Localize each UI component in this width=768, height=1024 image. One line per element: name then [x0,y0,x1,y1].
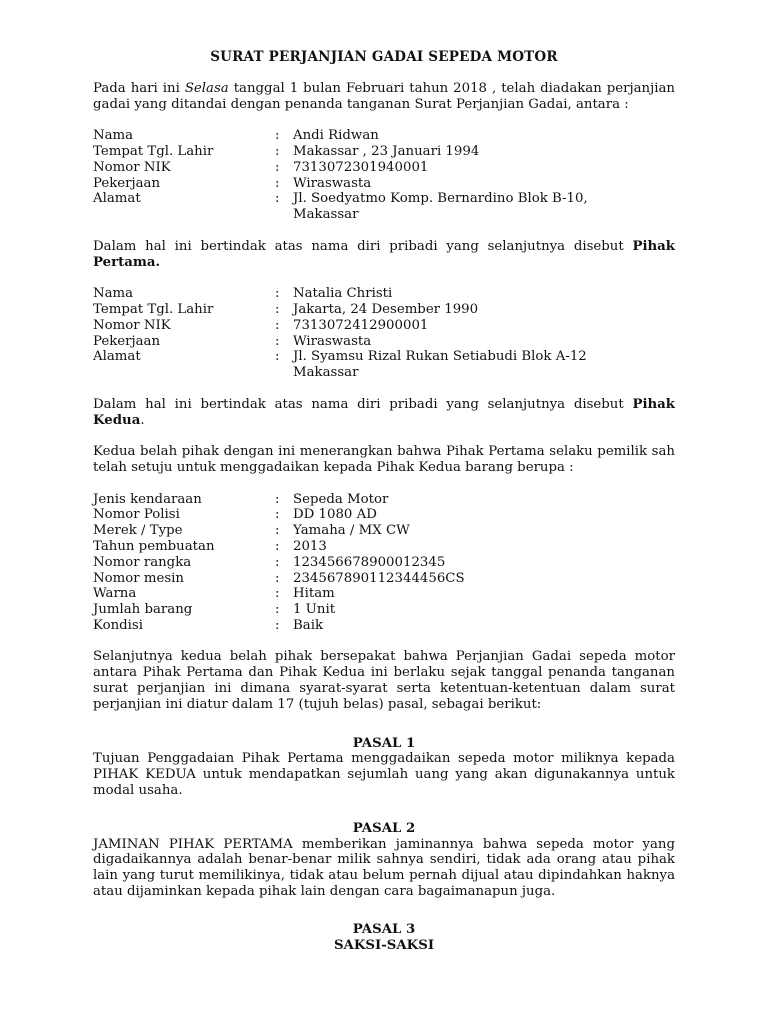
field-value: 1 Unit [293,602,336,618]
vehicle-field-quantity [93,602,675,618]
document-body [93,50,675,953]
field-colon: : [275,301,280,317]
vehicle-field-brand [93,523,675,539]
field-value: Makassar , 23 Januari 1994 [293,143,480,159]
vehicle-fields [93,492,675,634]
pasal-3-subheading: SAKSI-SAKSI [333,937,435,953]
field-label: Pekerjaan [93,175,161,191]
field-colon: : [275,491,280,507]
pasal-3-heading: PASAL 3 [352,921,416,937]
field-colon: : [275,191,280,207]
field-label: Warna [93,586,137,602]
field-colon: : [275,333,280,349]
field-value: Yamaha / MX CW [293,523,410,539]
vehicle-field-plate [93,507,675,523]
pasal-2-text: JAMINAN PIHAK PERTAMA memberikan jaminannya bahwa sepeda motor yang digadaikannya adalah benar-benar milik sahnya sendiri, tidak ada orang atau pihak lain yang turut memilikinya, tidak atau belum pernah dijual atau dipindahkan haknya atau dijaminkan kepada pihak lain dengan cara bagaimanapun juga. [93,836,675,900]
intro-day: Selasa [184,80,229,96]
vehicle-field-frame [93,555,675,571]
field-label: Nomor NIK [93,317,171,333]
field-label: Jumlah barang [93,602,193,618]
field-value: Andi Ridwan [293,128,379,144]
statement-text: Dalam hal ini bertindak atas nama diri pribadi yang selanjutnya disebut [93,396,633,412]
party2-field-nik [93,318,675,334]
field-label: Kondisi [93,617,143,633]
field-colon: : [275,286,280,302]
field-colon: : [275,523,280,539]
field-colon: : [275,586,280,602]
field-label: Nomor NIK [93,159,171,175]
statement-text: Dalam hal ini bertindak atas nama diri pribadi yang selanjutnya disebut [93,238,633,254]
pasal-1-heading: PASAL 1 [352,735,416,751]
field-colon: : [275,159,280,175]
party1-field-job [93,176,675,192]
field-label: Nama [93,286,134,302]
vehicle-field-type [93,492,675,508]
field-value: Wiraswasta [293,175,372,191]
field-colon: : [275,538,280,554]
field-value: DD 1080 AD [293,507,377,523]
party1-field-birth [93,144,675,160]
intro-paragraph [93,81,675,113]
field-value: Natalia Christi [293,286,393,302]
field-label: Tempat Tgl. Lahir [93,143,214,159]
party1-statement [93,239,675,271]
field-colon: : [275,617,280,633]
field-colon: : [275,554,280,570]
field-colon: : [275,602,280,618]
vehicle-field-condition [93,618,675,634]
party1-field-nik [93,160,675,176]
field-label: Nomor rangka [93,554,192,570]
field-label: Pekerjaan [93,333,161,349]
agreement-paragraph: Selanjutnya kedua belah pihak bersepakat bahwa Perjanjian Gadai sepeda motor antara Pihak Pertama dan Pihak Kedua ini berlaku sejak tanggal penanda tanganan surat perjanjian ini dimana syarat-syarat serta ketentuan-ketentuan dalam surat perjanjian ini diatur dalam 17 (tujuh belas) pasal, sebagai berikut: [93,649,675,712]
field-colon: : [275,349,280,365]
party2-fields [93,286,675,381]
field-colon: : [275,128,280,144]
role-suffix: . [140,412,145,428]
vehicle-field-color [93,586,675,602]
field-label: Alamat [93,349,141,365]
field-colon: : [275,317,280,333]
vehicle-field-engine [93,571,675,587]
goods-intro-paragraph: Kedua belah pihak dengan ini menerangkan bahwa Pihak Pertama selaku pemilik sah telah setuju untuk menggadaikan kepada Pihak Kedua barang berupa : [93,444,675,475]
vehicle-field-year [93,539,675,555]
address-line-1: Jl. Syamsu Rizal Rukan Setiabudi Blok A-12 [293,349,587,365]
field-label: Tahun pembuatan [93,538,215,554]
party2-role: Pihak Kedua [93,396,675,428]
party1-fields [93,128,675,223]
document-title: SURAT PERJANJIAN GADAI SEPEDA MOTOR [210,49,558,65]
party1-field-address [93,191,675,223]
field-label: Nomor Polisi [93,507,180,523]
field-label: Jenis kendaraan [93,491,202,507]
field-label: Alamat [93,191,141,207]
party2-field-job [93,334,675,350]
field-value: 234567890112344456CS [293,570,465,586]
field-colon: : [275,175,280,191]
field-value: Jakarta, 24 Desember 1990 [293,301,479,317]
field-value [293,191,675,223]
field-label: Tempat Tgl. Lahir [93,301,214,317]
field-value: Hitam [293,586,335,602]
field-label: Nomor mesin [93,570,184,586]
intro-text-post: tanggal 1 bulan Februari tahun 2018 , telah diadakan perjanjian gadai yang ditandai dengan penanda tanganan Surat Perjanjian Gadai, antara : [93,80,675,112]
field-value: Baik [293,617,324,633]
address-line-2: Makassar [293,365,359,381]
address-line-2: Makassar [293,207,359,223]
field-colon: : [275,143,280,159]
field-value [293,349,675,381]
field-value: 7313072412900001 [293,317,429,333]
intro-text-pre: Pada hari ini [93,80,185,96]
party2-field-birth [93,302,675,318]
field-value: Wiraswasta [293,333,372,349]
party2-statement [93,397,675,429]
pasal-1-text: Tujuan Penggadaian Pihak Pertama menggadaikan sepeda motor miliknya kepada PIHAK KEDUA untuk mendapatkan sejumlah uang yang akan digunakannya untuk modal usaha. [93,751,675,799]
field-value: 2013 [293,538,327,554]
field-colon: : [275,507,280,523]
party1-field-name [93,128,675,144]
party1-role: Pihak Pertama. [93,238,675,270]
field-value: 123456678900012345 [293,554,446,570]
pasal-2-heading: PASAL 2 [352,820,416,836]
field-label: Merek / Type [93,523,183,539]
field-label: Nama [93,128,134,144]
address-line-1: Jl. Soedyatmo Komp. Bernardino Blok B-10, [293,191,588,207]
field-colon: : [275,570,280,586]
party2-field-address [93,349,675,381]
party2-field-name [93,286,675,302]
field-value: Sepeda Motor [293,491,389,507]
field-value: 7313072301940001 [293,159,429,175]
